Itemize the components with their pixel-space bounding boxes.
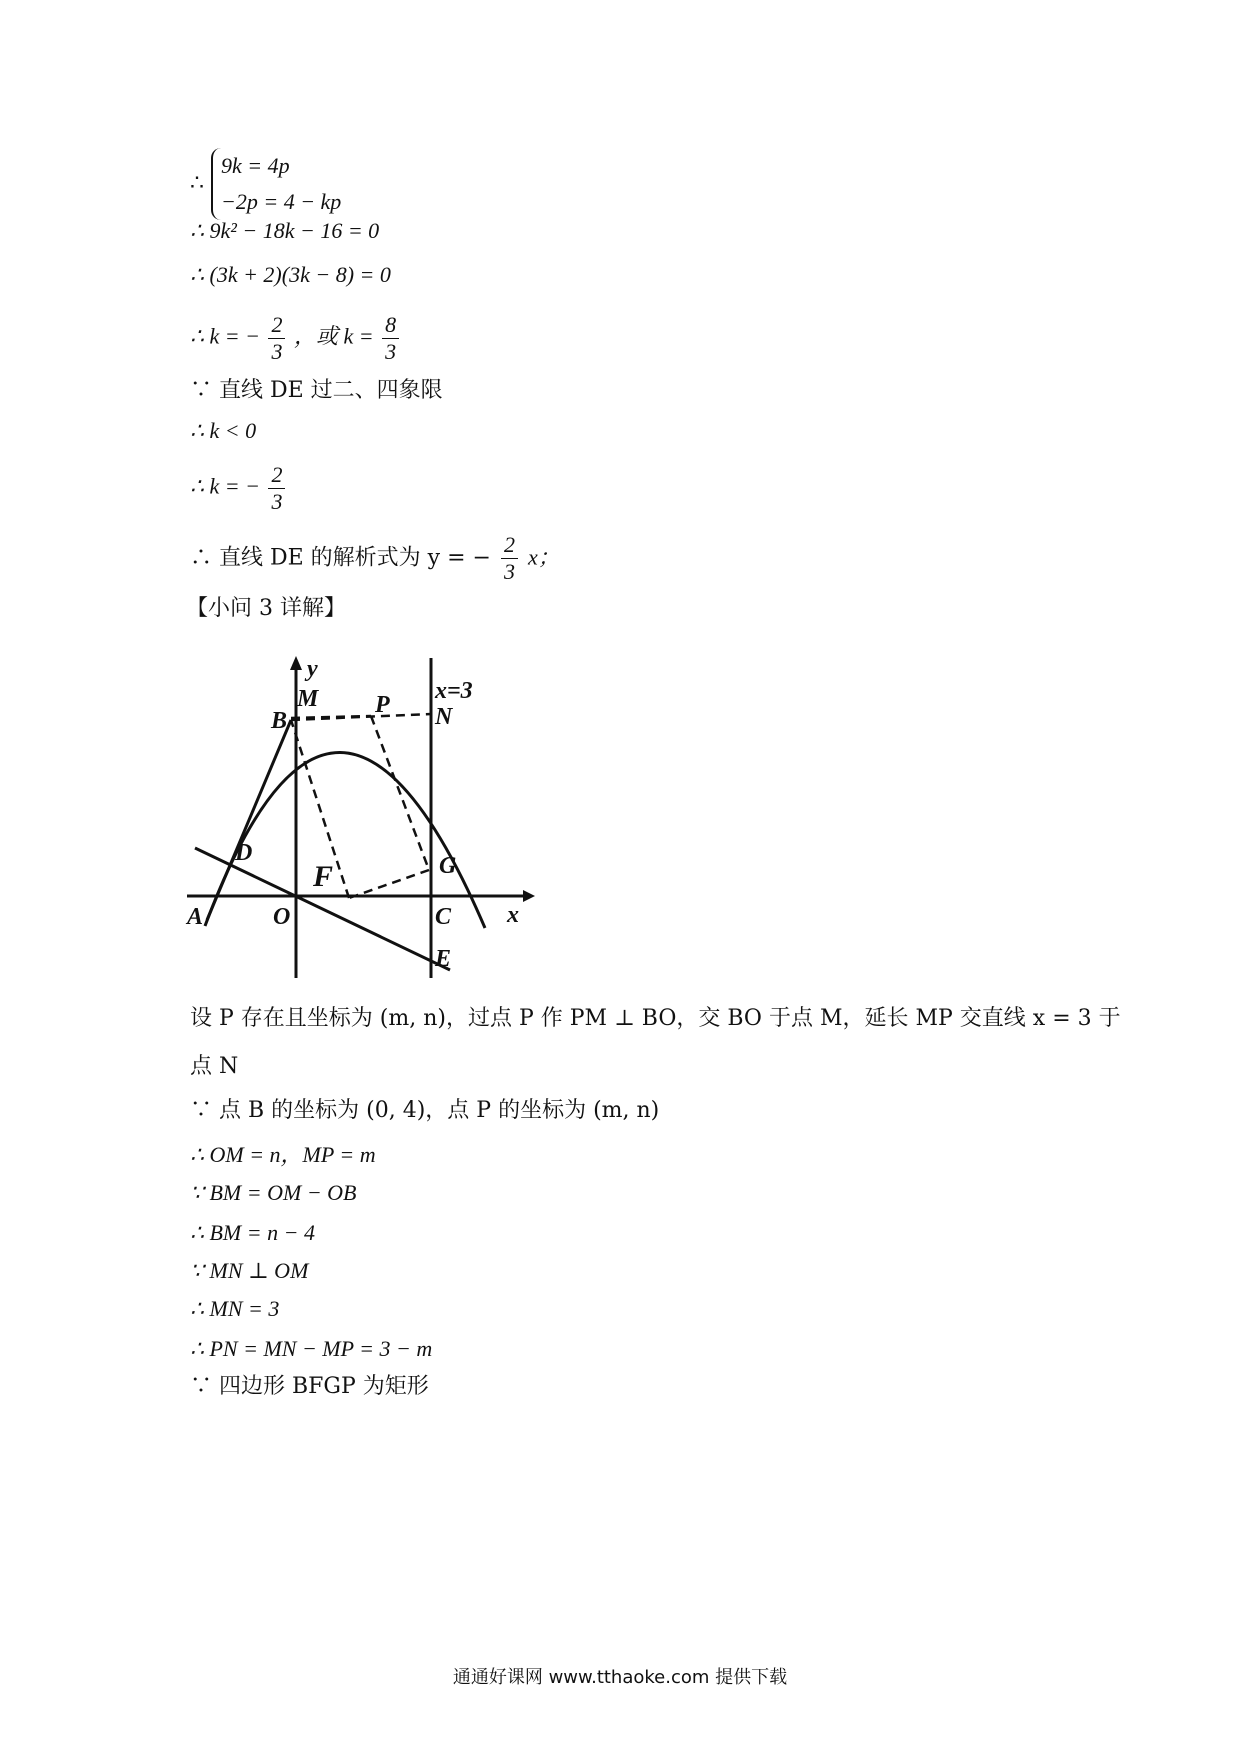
brace-system bbox=[211, 148, 341, 220]
label-m: M bbox=[297, 686, 319, 712]
equation-k-value bbox=[190, 462, 288, 515]
statement-rectangle: ∵ 四边形 BFGP 为矩形 bbox=[190, 1374, 429, 1399]
statement-mn-perp: ∵ MN ⊥ OM bbox=[190, 1258, 309, 1283]
fraction-two-thirds bbox=[268, 462, 285, 515]
label-x3: x=3 bbox=[435, 678, 473, 704]
fraction-numerator: 2 bbox=[268, 312, 285, 339]
label-p: P bbox=[375, 692, 390, 718]
y-axis-arrow bbox=[290, 656, 302, 670]
equation-bm-def: ∵ BM = OM − OB bbox=[190, 1180, 357, 1205]
x-axis-arrow bbox=[523, 890, 535, 902]
equation-k-solutions bbox=[190, 312, 402, 365]
fraction-numerator: 2 bbox=[268, 462, 285, 489]
equation-line-de bbox=[190, 532, 560, 585]
fraction-denominator: 3 bbox=[503, 559, 515, 584]
line-de-prefix: ∴ 直线 DE 的解析式为 y = − bbox=[190, 545, 491, 571]
equation-om-mp: ∴ OM = n，MP = m bbox=[190, 1142, 376, 1167]
label-e: E bbox=[435, 946, 452, 972]
system-eq-2: −2p = 4 − kp bbox=[221, 189, 342, 214]
segment-ab bbox=[207, 720, 291, 920]
system-eq-1: 9k = 4p bbox=[221, 153, 290, 178]
page-footer: 通通好课网 www.tthaoke.com 提供下载 bbox=[452, 1667, 788, 1688]
geometry-figure bbox=[185, 648, 575, 988]
k-solutions-prefix: ∴ k = − bbox=[190, 323, 260, 349]
label-d: D bbox=[235, 840, 253, 866]
label-x: x bbox=[507, 902, 519, 928]
label-y: y bbox=[307, 656, 318, 682]
fraction-eight-thirds bbox=[382, 312, 399, 365]
statement-k-negative: ∴ k < 0 bbox=[190, 418, 257, 443]
segment-pg bbox=[371, 716, 429, 870]
fraction-denominator: 3 bbox=[271, 489, 283, 514]
section-heading: 【小问 3 详解】 bbox=[186, 596, 346, 621]
label-n: N bbox=[435, 704, 453, 730]
paragraph-setup: 设 P 存在且坐标为 (m, n)，过点 P 作 PM ⊥ BO，交 BO 于点 M，延长 MP 交直线 x = 3 于 bbox=[190, 1006, 1121, 1031]
label-o: O bbox=[273, 904, 291, 930]
k-solutions-mid: ，或 k = bbox=[293, 323, 374, 349]
fraction-two-thirds bbox=[501, 532, 518, 585]
label-c: C bbox=[435, 904, 452, 930]
equation-factored: ∴ (3k + 2)(3k − 8) = 0 bbox=[190, 262, 391, 287]
fraction-denominator: 3 bbox=[385, 339, 397, 364]
equation-quadratic: ∴ 9k² − 18k − 16 = 0 bbox=[190, 218, 380, 243]
fraction-neg-two-thirds bbox=[268, 312, 285, 365]
k-value-prefix: ∴ k = − bbox=[190, 473, 260, 499]
fraction-numerator: 2 bbox=[501, 532, 518, 559]
fraction-numerator: 8 bbox=[382, 312, 399, 339]
statement-coordinates: ∵ 点 B 的坐标为 (0, 4)，点 P 的坐标为 (m, n) bbox=[190, 1098, 660, 1123]
statement-line-quadrants: ∵ 直线 DE 过二、四象限 bbox=[190, 378, 443, 403]
paragraph-setup-continued: 点 N bbox=[190, 1054, 239, 1079]
equation-bm-value: ∴ BM = n − 4 bbox=[190, 1220, 315, 1245]
therefore-symbol: ∴ bbox=[190, 171, 204, 196]
label-g: G bbox=[439, 853, 457, 879]
fraction-denominator: 3 bbox=[271, 339, 283, 364]
label-f: F bbox=[313, 860, 334, 893]
equation-system bbox=[190, 148, 341, 220]
label-b: B bbox=[271, 708, 288, 734]
line-de-suffix: x； bbox=[527, 544, 560, 570]
segment-gf bbox=[349, 870, 429, 898]
equation-pn-value: ∴ PN = MN − MP = 3 − m bbox=[190, 1336, 433, 1361]
equation-mn-value: ∴ MN = 3 bbox=[190, 1296, 280, 1321]
label-a: A bbox=[187, 904, 204, 930]
